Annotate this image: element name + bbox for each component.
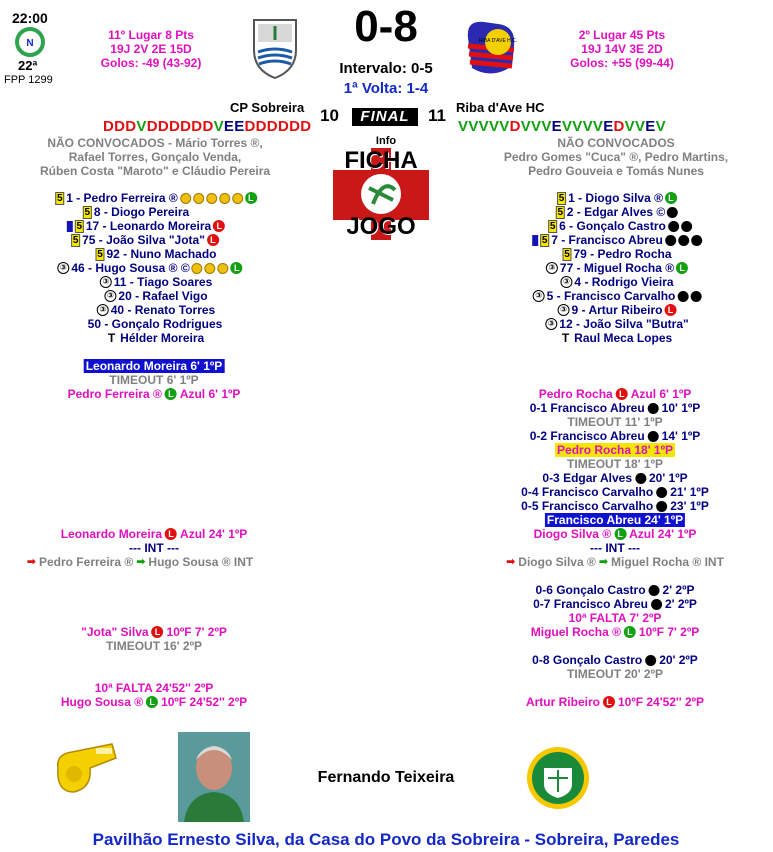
referee-name[interactable]: Fernando Teixeira xyxy=(317,769,455,786)
home-interval xyxy=(129,541,179,555)
three-fouls-badge: ③ xyxy=(97,304,109,316)
form-result: D xyxy=(191,118,203,135)
event-detail: Azul 24' 1ºP xyxy=(180,527,248,541)
form-result: D xyxy=(277,118,290,135)
three-fouls-badge: ③ xyxy=(533,290,545,302)
form-result: E xyxy=(223,118,235,135)
form-result: D xyxy=(300,118,312,135)
coach-name: Hélder Moreira xyxy=(120,331,205,345)
home-goals: Golos: -49 (43-92) xyxy=(100,56,202,70)
form-result: V xyxy=(488,118,500,135)
game-code: FPP 1299 xyxy=(4,74,53,86)
away-event xyxy=(539,387,692,401)
player-name: 46 - Hugo Sousa ® © xyxy=(71,261,190,275)
svg-text:N: N xyxy=(26,38,34,49)
player-name: 40 - Renato Torres xyxy=(110,303,216,317)
referee-photo[interactable] xyxy=(178,732,250,822)
player-name: 1 - Diogo Silva ® xyxy=(568,191,663,205)
player-name: 20 - Rafael Vigo xyxy=(118,289,208,303)
interval-label: --- INT --- xyxy=(590,541,640,555)
player-name: 6 - Gonçalo Castro xyxy=(559,219,666,233)
three-fouls-badge: ③ xyxy=(558,304,570,316)
timeout-event: TIMEOUT 18' 1ºP xyxy=(567,457,663,471)
three-fouls-badge: ③ xyxy=(545,318,557,330)
event-detail: 10ºF 24'52'' 2ºP xyxy=(161,695,248,709)
away-event xyxy=(531,625,700,639)
goal-icon xyxy=(192,263,203,274)
event-player: 0-7 Francisco Abreu xyxy=(533,597,649,611)
three-fouls-badge: ③ xyxy=(100,276,112,288)
away-event xyxy=(555,443,675,457)
form-result: D xyxy=(103,118,115,135)
player-name: 8 - Diogo Pereira xyxy=(93,205,190,219)
form-result: V xyxy=(541,118,552,135)
event-player: 0-8 Gonçalo Castro xyxy=(532,653,643,667)
event-player: 0-1 Francisco Abreu xyxy=(529,401,645,415)
red-card-icon: L xyxy=(152,626,164,638)
coach-icon: T xyxy=(107,331,116,345)
red-card-icon: L xyxy=(664,304,676,316)
away-goals: Golos: +55 (99-44) xyxy=(570,56,674,70)
sub-in-arrow-icon: ➡ xyxy=(598,556,609,568)
event-player: 0-5 Francisco Carvalho xyxy=(521,499,654,513)
five-fouls-badge: 5 xyxy=(564,248,570,260)
form-result: V xyxy=(213,118,224,135)
player-name: 9 - Artur Ribeiro xyxy=(571,303,663,317)
form-result: V xyxy=(458,118,469,135)
away-team-badge[interactable] xyxy=(462,16,520,83)
association-crest-icon xyxy=(526,746,590,810)
home-substitution xyxy=(27,555,254,569)
home-players-count: 10 xyxy=(320,106,339,125)
goal-icon xyxy=(193,193,204,204)
away-interval xyxy=(590,541,640,555)
goal-icon xyxy=(656,487,667,498)
goal-icon xyxy=(648,431,659,442)
green-card-icon: L xyxy=(146,696,158,708)
goal-icon xyxy=(180,193,191,204)
five-fouls-badge: 5 xyxy=(557,206,564,218)
away-team-name[interactable]: Riba d'Ave HC xyxy=(456,100,545,115)
away-not-called-line3: Pedro Gouveia e Tomás Nunes xyxy=(528,164,704,178)
home-player-row[interactable] xyxy=(95,247,216,261)
referee-avatar-icon xyxy=(178,732,250,822)
away-player-row[interactable] xyxy=(562,247,671,261)
away-event xyxy=(569,611,662,625)
blue-card-icon xyxy=(67,221,73,232)
away-event xyxy=(526,695,704,709)
away-goal-event xyxy=(521,485,709,499)
goal-icon xyxy=(206,193,217,204)
final-score: 0-8 xyxy=(354,2,418,51)
goal-icon xyxy=(691,235,702,246)
sub-out-player: Diogo Silva ® xyxy=(518,555,596,569)
green-card-icon: L xyxy=(624,626,636,638)
player-name: 50 - Gonçalo Rodrigues xyxy=(87,317,223,331)
home-form xyxy=(103,118,311,135)
three-fouls-badge: ③ xyxy=(104,290,116,302)
home-player-row[interactable] xyxy=(83,205,189,219)
home-player-row[interactable] xyxy=(57,261,242,275)
three-fouls-badge: ③ xyxy=(57,262,69,274)
player-name: 2 - Edgar Alves © xyxy=(566,205,666,219)
away-event xyxy=(545,513,685,527)
home-event xyxy=(106,639,202,653)
home-event xyxy=(84,359,225,373)
green-card-icon: L xyxy=(676,262,688,274)
goal-icon xyxy=(635,473,646,484)
round-number: 22ª xyxy=(18,58,38,73)
form-result: V xyxy=(468,118,479,135)
away-goal-event xyxy=(521,499,709,513)
player-name: 79 - Pedro Rocha xyxy=(573,247,672,261)
away-form xyxy=(458,118,666,135)
player-name: 17 - Leonardo Moreira xyxy=(85,219,212,233)
ficha-bottom-text: JOGO xyxy=(346,213,416,240)
five-fouls-badge: 5 xyxy=(84,206,91,218)
away-event xyxy=(534,527,697,541)
green-card-icon: L xyxy=(665,192,677,204)
form-result: D xyxy=(125,118,137,135)
form-result: D xyxy=(289,118,301,135)
final-badge: FINAL xyxy=(352,108,418,126)
competition-logo-icon xyxy=(14,26,46,58)
event-player: Artur Ribeiro xyxy=(525,695,600,709)
home-player-row[interactable] xyxy=(100,275,213,289)
goal-icon xyxy=(681,221,692,232)
blue-card-event: Leonardo Moreira 6' 1ºP xyxy=(85,359,223,373)
form-result: V xyxy=(499,118,510,135)
player-name: 77 - Miguel Rocha ® xyxy=(559,261,675,275)
sub-in-player: Miguel Rocha ® INT xyxy=(611,555,724,569)
home-team-name[interactable]: CP Sobreira xyxy=(230,100,305,115)
event-player: Diogo Silva ® xyxy=(533,527,612,541)
goal-icon xyxy=(678,235,689,246)
home-event xyxy=(68,387,241,401)
home-player-row[interactable] xyxy=(97,303,215,317)
halftime-score: Intervalo: 0-5 xyxy=(339,60,433,77)
away-goal-event xyxy=(532,653,698,667)
away-player-row[interactable] xyxy=(557,191,677,205)
event-detail: Azul 6' 1ºP xyxy=(179,387,241,401)
home-not-called-line2: Rafael Torres, Gonçalo Venda, xyxy=(68,150,242,164)
form-result: V xyxy=(624,118,635,135)
event-detail: 2' 2ºP xyxy=(665,597,697,611)
home-event xyxy=(61,695,247,709)
away-goal-event xyxy=(542,471,687,485)
event-player: 0-2 Francisco Abreu xyxy=(529,429,645,443)
goal-icon xyxy=(219,193,230,204)
goal-icon xyxy=(205,263,216,274)
red-card-icon: L xyxy=(165,528,177,540)
five-fouls-badge: 5 xyxy=(56,192,63,204)
red-card-icon: L xyxy=(213,220,225,232)
form-result: D xyxy=(244,118,256,135)
event-player: 0-3 Edgar Alves xyxy=(542,471,632,485)
foul-event: 10ª FALTA 24'52'' 2ºP xyxy=(94,681,214,695)
away-goal-event xyxy=(536,583,695,597)
five-fouls-badge: 5 xyxy=(558,192,565,204)
venue[interactable]: Pavilhão Ernesto Silva, da Casa do Povo da Sobreira - Sobreira, Paredes xyxy=(92,830,680,849)
away-player-row[interactable] xyxy=(532,233,702,247)
first-leg-score: 1ª Volta: 1-4 xyxy=(343,80,429,97)
form-result: V xyxy=(561,118,573,135)
red-card-icon: L xyxy=(207,234,219,246)
event-detail: 21' 1ºP xyxy=(670,485,709,499)
form-result: D xyxy=(266,118,278,135)
form-result: D xyxy=(613,118,625,135)
red-card-icon: L xyxy=(603,696,615,708)
form-result: E xyxy=(645,118,656,135)
form-result: V xyxy=(478,118,489,135)
sub-out-player: Pedro Ferreira ® xyxy=(38,555,134,569)
form-result: V xyxy=(572,118,583,135)
timeout-event: TIMEOUT 11' 1ºP xyxy=(567,415,663,429)
player-name: 11 - Tiago Soares xyxy=(113,275,213,289)
form-result: V xyxy=(520,118,532,135)
away-coach-row[interactable] xyxy=(562,331,672,345)
goal-icon xyxy=(648,403,659,414)
goal-icon xyxy=(677,291,688,302)
form-result: D xyxy=(114,118,126,135)
away-crest-icon xyxy=(462,16,520,80)
event-player: Leonardo Moreira xyxy=(60,527,163,541)
goal-icon xyxy=(649,585,660,596)
match-time: 22:00 xyxy=(12,10,48,26)
green-card-icon: L xyxy=(231,262,243,274)
goal-icon xyxy=(218,263,229,274)
home-player-row[interactable] xyxy=(67,219,225,233)
away-not-called-title: NÃO CONVOCADOS xyxy=(557,136,675,150)
away-player-row[interactable] xyxy=(545,317,688,331)
away-not-called-line2: Pedro Gomes "Cuca" ®, Pedro Martins, xyxy=(503,150,729,164)
home-not-called-line3: Rúben Costa "Maroto" e Cláudio Pereira xyxy=(39,164,271,178)
event-detail: 2' 2ºP xyxy=(662,583,695,597)
home-player-row[interactable] xyxy=(71,233,219,247)
player-name: 7 - Francisco Abreu xyxy=(551,233,663,247)
home-player-row[interactable] xyxy=(55,191,257,205)
five-fouls-badge: 5 xyxy=(72,234,79,246)
event-detail: 14' 1ºP xyxy=(661,429,701,443)
five-fouls-badge: 5 xyxy=(549,220,556,232)
player-name: 1 - Pedro Ferreira ® xyxy=(66,191,178,205)
interval-label: --- INT --- xyxy=(129,541,179,555)
form-result: V xyxy=(655,118,666,135)
goal-icon xyxy=(665,235,676,246)
event-detail: 20' 1ºP xyxy=(649,471,688,485)
three-fouls-badge: ③ xyxy=(560,276,572,288)
event-player: "Jota" Silva xyxy=(81,625,149,639)
player-name: 4 - Rodrigo Vieira xyxy=(574,275,674,289)
green-card-icon: L xyxy=(614,528,626,540)
away-player-row[interactable] xyxy=(558,303,677,317)
form-result: V xyxy=(634,118,646,135)
goal-icon xyxy=(232,193,243,204)
form-result: V xyxy=(531,118,542,135)
coach-icon: T xyxy=(561,331,570,345)
away-player-row[interactable] xyxy=(533,289,702,303)
form-result: D xyxy=(180,118,192,135)
red-card-icon: L xyxy=(616,388,628,400)
away-goal-event xyxy=(533,597,697,611)
away-player-row[interactable] xyxy=(560,275,673,289)
away-goal-event xyxy=(530,401,701,415)
goal-icon xyxy=(690,291,701,302)
away-player-row[interactable] xyxy=(546,261,688,275)
form-result: E xyxy=(551,118,562,135)
form-result: D xyxy=(169,118,181,135)
form-result: D xyxy=(509,118,521,135)
form-result: V xyxy=(582,118,593,135)
event-detail: 20' 2ºP xyxy=(659,653,698,667)
event-player: Pedro Rocha xyxy=(538,387,613,401)
event-detail: 10ºF 7' 2ºP xyxy=(638,625,700,639)
home-not-called-title: NÃO CONVOCADOS - Mário Torres ®, xyxy=(47,136,263,150)
goal-icon xyxy=(656,501,667,512)
sub-out-arrow-icon: ➡ xyxy=(26,556,36,568)
goal-icon xyxy=(651,599,662,610)
timeout-event: TIMEOUT 20' 2ºP xyxy=(567,667,663,681)
goal-icon xyxy=(668,221,679,232)
five-fouls-badge: 5 xyxy=(76,220,83,232)
sub-in-arrow-icon: ➡ xyxy=(136,556,146,568)
form-result: D xyxy=(146,118,158,135)
away-record: 19J 14V 3E 2D xyxy=(581,42,663,56)
five-fouls-badge: 5 xyxy=(97,248,103,260)
ficha-top-text: FICHA xyxy=(344,147,418,174)
event-player: Miguel Rocha ® xyxy=(530,625,621,639)
form-result: V xyxy=(136,118,147,135)
form-result: D xyxy=(202,118,214,135)
home-player-row[interactable] xyxy=(88,317,223,331)
timeout-event: TIMEOUT 16' 2ºP xyxy=(106,639,202,653)
away-player-row[interactable] xyxy=(556,205,678,219)
event-player: 0-4 Francisco Carvalho xyxy=(521,485,654,499)
event-detail: 10' 1ºP xyxy=(661,401,701,415)
home-event xyxy=(109,373,198,387)
green-card-icon: L xyxy=(245,192,257,204)
player-name: 75 - João Silva "Jota" xyxy=(82,233,205,247)
event-detail: 10ºF 24'52'' 2ºP xyxy=(617,695,705,709)
home-crest-icon xyxy=(250,16,300,80)
home-event xyxy=(61,527,248,541)
home-coach-row[interactable] xyxy=(108,331,204,345)
goal-icon xyxy=(667,207,678,218)
away-players-count: 11 xyxy=(428,106,446,125)
sub-out-arrow-icon: ➡ xyxy=(506,556,516,568)
five-fouls-badge: 5 xyxy=(541,234,548,246)
away-badge-text: RIBA D'AVE H.C. xyxy=(478,38,518,44)
away-player-row[interactable] xyxy=(548,219,692,233)
form-result: V xyxy=(592,118,604,135)
foul-event: 10ª FALTA 7' 2ºP xyxy=(568,611,662,625)
home-record: 19J 2V 2E 15D xyxy=(110,42,192,56)
association-logo xyxy=(526,746,590,813)
home-event xyxy=(81,625,227,639)
away-standing: 2º Lugar 45 Pts xyxy=(578,28,666,42)
form-result: D xyxy=(255,118,267,135)
event-player: 0-6 Gonçalo Castro xyxy=(535,583,646,597)
green-card-icon: L xyxy=(165,388,177,400)
away-substitution xyxy=(506,555,724,569)
whistle-icon xyxy=(50,738,120,805)
event-detail: 10ºF 7' 2ºP xyxy=(166,625,227,639)
competition-logo xyxy=(14,26,46,61)
event-detail: Azul 24' 1ºP xyxy=(629,527,697,541)
goal-icon xyxy=(645,655,656,666)
event-player: Hugo Sousa ® xyxy=(60,695,144,709)
yellow-highlight-event: Pedro Rocha 18' 1ºP xyxy=(557,443,673,457)
home-standing: 11º Lugar 8 Pts xyxy=(108,28,194,42)
blue-card-icon xyxy=(532,235,538,246)
home-player-row[interactable] xyxy=(104,289,207,303)
form-result: D xyxy=(157,118,170,135)
three-fouls-badge: ③ xyxy=(546,262,558,274)
coach-name: Raul Meca Lopes xyxy=(574,331,673,345)
away-event xyxy=(567,667,663,681)
sub-in-player: Hugo Sousa ® INT xyxy=(148,555,254,569)
event-detail: Azul 6' 1ºP xyxy=(630,387,692,401)
home-event xyxy=(95,681,214,695)
away-goal-event xyxy=(530,429,701,443)
event-player: Pedro Ferreira ® xyxy=(67,387,162,401)
away-event xyxy=(567,457,663,471)
away-event xyxy=(567,415,662,429)
player-name: 12 - João Silva "Butra" xyxy=(559,317,689,331)
form-result: E xyxy=(603,118,614,135)
event-detail: 23' 1ºP xyxy=(670,499,709,513)
home-team-badge[interactable] xyxy=(250,16,300,83)
timeout-event: TIMEOUT 6' 1ºP xyxy=(109,373,199,387)
ficha-jogo-button[interactable] xyxy=(333,148,429,240)
player-name: 5 - Francisco Carvalho xyxy=(546,289,676,303)
blue-card-event: Francisco Abreu 24' 1ºP xyxy=(546,513,684,527)
player-name: 92 - Nuno Machado xyxy=(106,247,217,261)
info-label[interactable]: Info xyxy=(375,135,397,147)
form-result: E xyxy=(234,118,245,135)
